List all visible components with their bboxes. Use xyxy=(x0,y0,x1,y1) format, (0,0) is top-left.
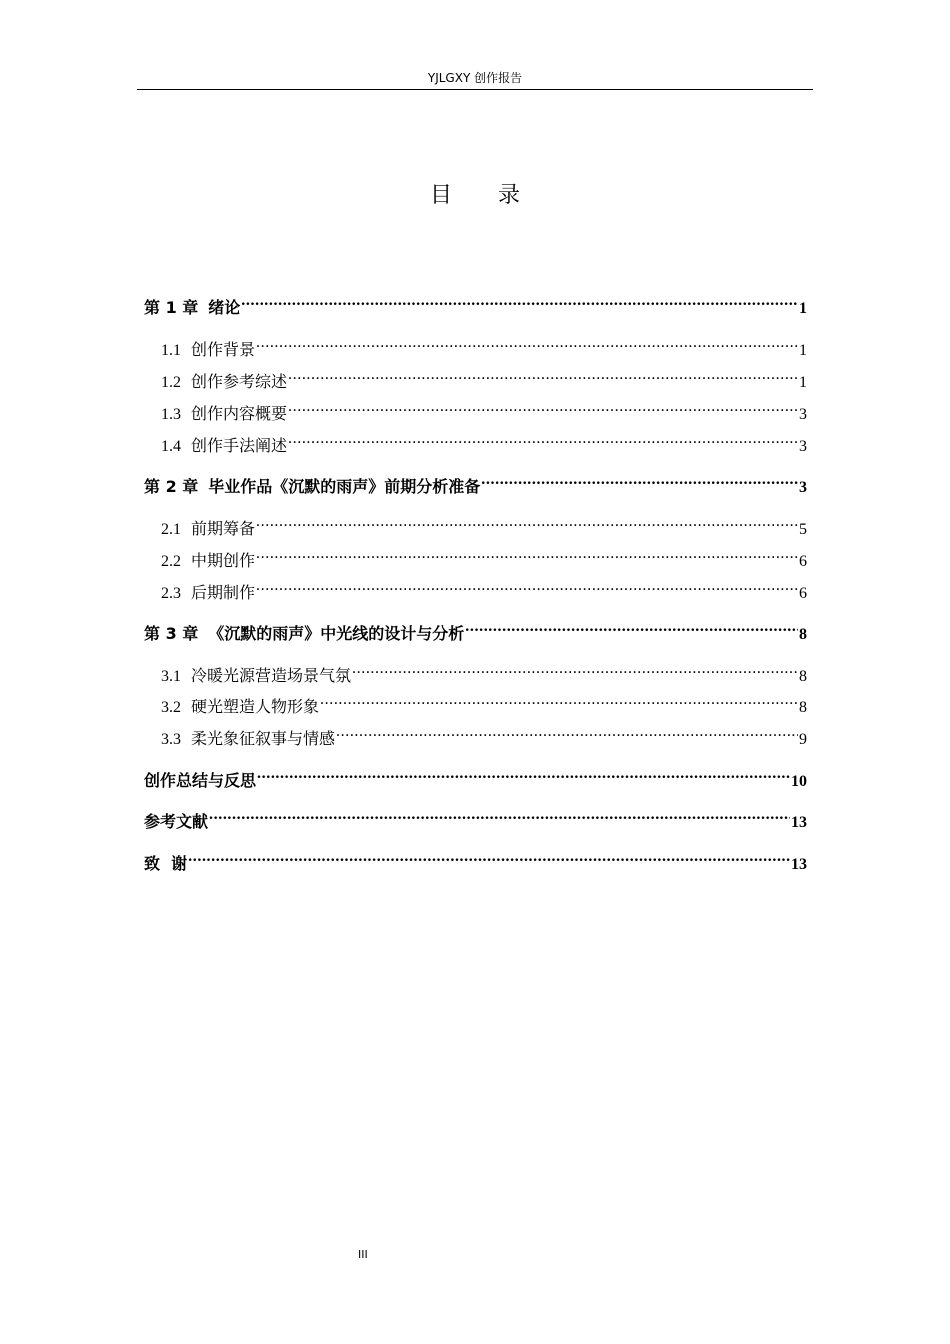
toc-entry-section-1-2[interactable] xyxy=(144,363,807,391)
toc-entry-references[interactable] xyxy=(144,803,807,831)
toc-dot-leader xyxy=(288,427,798,451)
toc-entry-chapter-3[interactable] xyxy=(144,615,807,643)
toc-entry-section-1-3[interactable] xyxy=(144,395,807,423)
toc-entry-section-3-2[interactable] xyxy=(144,688,807,716)
toc-dot-leader xyxy=(256,331,798,355)
toc-entry-number: 第 1 章 xyxy=(144,298,199,317)
toc-entry-page: 13 xyxy=(791,856,807,873)
toc-entry-number: 3.2 xyxy=(161,699,181,716)
toc-entry-title: 中期创作 xyxy=(191,551,256,570)
header-rule xyxy=(137,89,813,90)
footer-page-number: III xyxy=(358,1248,368,1261)
toc-entry-page: 6 xyxy=(799,553,807,570)
toc-entry-title: 绪论 xyxy=(208,298,241,317)
toc-entry-page: 10 xyxy=(791,773,807,790)
toc-entry-title: 柔光象征叙事与情感 xyxy=(191,729,336,748)
toc-entry-title: 后期制作 xyxy=(191,583,256,602)
toc-entry-page: 3 xyxy=(799,438,807,455)
toc-entry-number: 1.4 xyxy=(161,438,181,455)
toc-entry-title: 毕业作品《沉默的雨声》前期分析准备 xyxy=(208,477,481,496)
toc-dot-leader xyxy=(320,688,798,712)
toc-entry-chapter-2[interactable] xyxy=(144,468,807,496)
toc-entry-title: 创作内容概要 xyxy=(191,404,288,423)
toc-entry-page: 3 xyxy=(799,479,807,496)
toc-entry-number: 2.2 xyxy=(161,553,181,570)
toc-dot-leader xyxy=(256,574,798,598)
toc-entry-section-2-2[interactable] xyxy=(144,542,807,570)
toc-dot-leader xyxy=(288,363,798,387)
toc-entry-page: 8 xyxy=(799,699,807,716)
toc-entry-page: 1 xyxy=(799,374,807,391)
toc-entry-section-2-1[interactable] xyxy=(144,510,807,538)
toc-dot-leader xyxy=(188,845,790,869)
toc-entry-section-3-1[interactable] xyxy=(144,657,807,685)
toc-entry-number: 1.3 xyxy=(161,406,181,423)
toc-dot-leader xyxy=(465,615,798,639)
toc-entry-page: 6 xyxy=(799,585,807,602)
toc-dot-leader xyxy=(257,762,790,786)
toc-entry-page: 1 xyxy=(799,342,807,359)
toc-dot-leader xyxy=(352,657,798,681)
toc-entry-number: 3.3 xyxy=(161,731,181,748)
toc-entry-acknowledgements[interactable] xyxy=(144,845,807,873)
toc-entry-section-1-1[interactable] xyxy=(144,331,807,359)
toc-entry-number: 1.1 xyxy=(161,342,181,359)
toc-dot-leader xyxy=(288,395,798,419)
toc-dot-leader xyxy=(481,468,798,492)
toc-entry-number: 3.1 xyxy=(161,668,181,685)
toc-entry-title: 创作背景 xyxy=(191,340,256,359)
toc-title: 目录 xyxy=(429,183,566,208)
toc-entry-chapter-1[interactable] xyxy=(144,289,807,317)
toc-entry-summary[interactable] xyxy=(144,762,807,790)
toc-entry-page: 3 xyxy=(799,406,807,423)
toc-entry-page: 9 xyxy=(799,731,807,748)
page-header: YJLGXY 创作报告 xyxy=(427,71,523,85)
toc-entry-section-2-3[interactable] xyxy=(144,574,807,602)
toc-entry-number: 2.3 xyxy=(161,585,181,602)
toc-dot-leader xyxy=(256,542,798,566)
toc-entry-page: 8 xyxy=(799,626,807,643)
toc-dot-leader xyxy=(241,289,798,313)
toc-entry-number: 第 2 章 xyxy=(144,477,199,496)
toc-entry-number: 1.2 xyxy=(161,374,181,391)
toc-entry-title: 创作手法阐述 xyxy=(191,436,288,455)
toc-entry-page: 8 xyxy=(799,668,807,685)
toc-entry-title: 冷暖光源营造场景气氛 xyxy=(191,666,352,685)
toc-entry-title: 硬光塑造人物形象 xyxy=(191,697,320,716)
toc-entry-title: 前期筹备 xyxy=(191,519,256,538)
toc-entry-page: 1 xyxy=(799,300,807,317)
toc-entry-title: 《沉默的雨声》中光线的设计与分析 xyxy=(208,624,465,643)
toc-entry-page: 5 xyxy=(799,521,807,538)
toc-entry-title: 创作参考综述 xyxy=(191,372,288,391)
toc-entry-number: 2.1 xyxy=(161,521,181,538)
toc-entry-title: 参考文献 xyxy=(144,812,209,831)
toc-dot-leader xyxy=(256,510,798,534)
toc-entry-title: 致 谢 xyxy=(144,854,188,873)
toc-entry-title: 创作总结与反思 xyxy=(144,771,257,790)
toc-entry-section-1-4[interactable] xyxy=(144,427,807,455)
toc-entry-section-3-3[interactable] xyxy=(144,720,807,748)
toc-dot-leader xyxy=(336,720,798,744)
toc-entry-page: 13 xyxy=(791,814,807,831)
toc-entry-number: 第 3 章 xyxy=(144,624,199,643)
toc-dot-leader xyxy=(209,803,790,827)
